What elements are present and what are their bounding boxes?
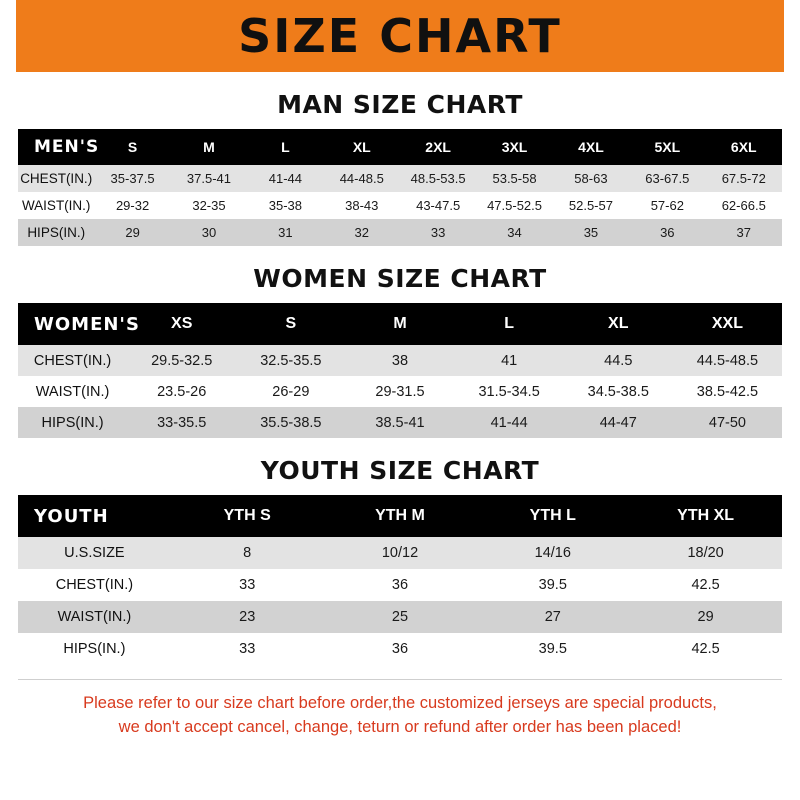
column-header: XS: [127, 303, 236, 345]
cell: 37.5-41: [171, 165, 247, 192]
section-title-men: MAN SIZE CHART: [277, 90, 523, 119]
cell: 35-37.5: [94, 165, 170, 192]
section-title-youth: YOUTH SIZE CHART: [260, 456, 540, 485]
cell: 29-31.5: [345, 376, 454, 407]
header-banner: [0, 0, 800, 72]
row-label: WAIST(IN.): [18, 376, 127, 407]
table-header-row: [18, 495, 782, 537]
row-label: HIPS(IN.): [18, 633, 171, 665]
cell: 62-66.5: [706, 192, 782, 219]
cell: 41-44: [247, 165, 323, 192]
cell: 47.5-52.5: [476, 192, 552, 219]
women-size-table: [18, 303, 782, 438]
table-row: [18, 569, 782, 601]
cell: 29: [94, 219, 170, 246]
section-title-women: WOMEN SIZE CHART: [253, 264, 547, 293]
cell: 29.5-32.5: [127, 345, 236, 376]
cell: 43-47.5: [400, 192, 476, 219]
cell: 63-67.5: [629, 165, 705, 192]
cell: 44-47: [564, 407, 673, 438]
cell: 35-38: [247, 192, 323, 219]
page-title: SIZE CHART: [238, 9, 562, 63]
cell: 33: [171, 633, 324, 665]
row-label: WAIST(IN.): [18, 601, 171, 633]
men-table-body: [18, 165, 782, 246]
footer-note-line-1: Please refer to our size chart before order,the customized jerseys are special products,: [83, 694, 717, 712]
cell: 29-32: [94, 192, 170, 219]
cell: 27: [476, 601, 629, 633]
column-header: YTH XL: [629, 495, 782, 537]
column-header: 5XL: [629, 129, 705, 165]
table-row: [18, 192, 782, 219]
column-header: M: [345, 303, 454, 345]
column-header: XL: [324, 129, 400, 165]
cell: 53.5-58: [476, 165, 552, 192]
table-row: [18, 219, 782, 246]
men-size-table: [18, 129, 782, 246]
column-header: 2XL: [400, 129, 476, 165]
column-header: YTH L: [476, 495, 629, 537]
column-header: 4XL: [553, 129, 629, 165]
cell: 39.5: [476, 633, 629, 665]
row-label: U.S.SIZE: [18, 537, 171, 569]
table-row: [18, 633, 782, 665]
row-label: HIPS(IN.): [18, 407, 127, 438]
section-women: [18, 264, 782, 438]
column-header: XXL: [673, 303, 782, 345]
cell: 31.5-34.5: [455, 376, 564, 407]
men-table-head: [18, 129, 782, 165]
table-row: [18, 407, 782, 438]
table-row: [18, 345, 782, 376]
cell: 32-35: [171, 192, 247, 219]
table-row: [18, 601, 782, 633]
table-row: [18, 376, 782, 407]
cell: 33: [400, 219, 476, 246]
cell: 32.5-35.5: [236, 345, 345, 376]
content-area: [0, 72, 800, 746]
footer-note: [18, 679, 782, 746]
cell: 29: [629, 601, 782, 633]
banner-edge-left: [0, 0, 16, 72]
cell: 25: [324, 601, 477, 633]
row-label: CHEST(IN.): [18, 569, 171, 601]
table-row: [18, 537, 782, 569]
men-table-label: MEN'S: [18, 129, 94, 165]
cell: 30: [171, 219, 247, 246]
cell: 52.5-57: [553, 192, 629, 219]
table-row: [18, 165, 782, 192]
cell: 10/12: [324, 537, 477, 569]
column-header: XL: [564, 303, 673, 345]
cell: 32: [324, 219, 400, 246]
row-label: HIPS(IN.): [18, 219, 94, 246]
cell: 23: [171, 601, 324, 633]
women-table-body: [18, 345, 782, 438]
cell: 44.5-48.5: [673, 345, 782, 376]
column-header: 3XL: [476, 129, 552, 165]
row-label: CHEST(IN.): [18, 345, 127, 376]
section-men: [18, 90, 782, 246]
table-header-row: [18, 129, 782, 165]
cell: 42.5: [629, 569, 782, 601]
column-header: YTH M: [324, 495, 477, 537]
cell: 47-50: [673, 407, 782, 438]
column-header: L: [455, 303, 564, 345]
column-header: L: [247, 129, 323, 165]
cell: 38.5-42.5: [673, 376, 782, 407]
table-header-row: [18, 303, 782, 345]
cell: 36: [324, 569, 477, 601]
cell: 36: [629, 219, 705, 246]
cell: 38: [345, 345, 454, 376]
cell: 34.5-38.5: [564, 376, 673, 407]
cell: 26-29: [236, 376, 345, 407]
cell: 35: [553, 219, 629, 246]
cell: 37: [706, 219, 782, 246]
cell: 67.5-72: [706, 165, 782, 192]
column-header: YTH S: [171, 495, 324, 537]
youth-table-label: YOUTH: [18, 495, 171, 537]
cell: 39.5: [476, 569, 629, 601]
column-header: 6XL: [706, 129, 782, 165]
cell: 23.5-26: [127, 376, 236, 407]
row-label: CHEST(IN.): [18, 165, 94, 192]
column-header: M: [171, 129, 247, 165]
youth-table-body: [18, 537, 782, 665]
cell: 41: [455, 345, 564, 376]
cell: 36: [324, 633, 477, 665]
cell: 38.5-41: [345, 407, 454, 438]
footer-note-line-2: we don't accept cancel, change, teturn or refund after order has been placed!: [118, 717, 682, 736]
cell: 33: [171, 569, 324, 601]
cell: 44-48.5: [324, 165, 400, 192]
cell: 41-44: [455, 407, 564, 438]
row-label: WAIST(IN.): [18, 192, 94, 219]
cell: 8: [171, 537, 324, 569]
cell: 48.5-53.5: [400, 165, 476, 192]
cell: 33-35.5: [127, 407, 236, 438]
banner-edge-right: [784, 0, 800, 72]
column-header: S: [236, 303, 345, 345]
women-table-head: [18, 303, 782, 345]
section-youth: [18, 456, 782, 665]
youth-size-table: [18, 495, 782, 665]
column-header: S: [94, 129, 170, 165]
cell: 14/16: [476, 537, 629, 569]
cell: 34: [476, 219, 552, 246]
cell: 57-62: [629, 192, 705, 219]
youth-table-head: [18, 495, 782, 537]
cell: 44.5: [564, 345, 673, 376]
cell: 42.5: [629, 633, 782, 665]
cell: 38-43: [324, 192, 400, 219]
cell: 18/20: [629, 537, 782, 569]
cell: 31: [247, 219, 323, 246]
women-table-label: WOMEN'S: [18, 303, 127, 345]
cell: 58-63: [553, 165, 629, 192]
cell: 35.5-38.5: [236, 407, 345, 438]
